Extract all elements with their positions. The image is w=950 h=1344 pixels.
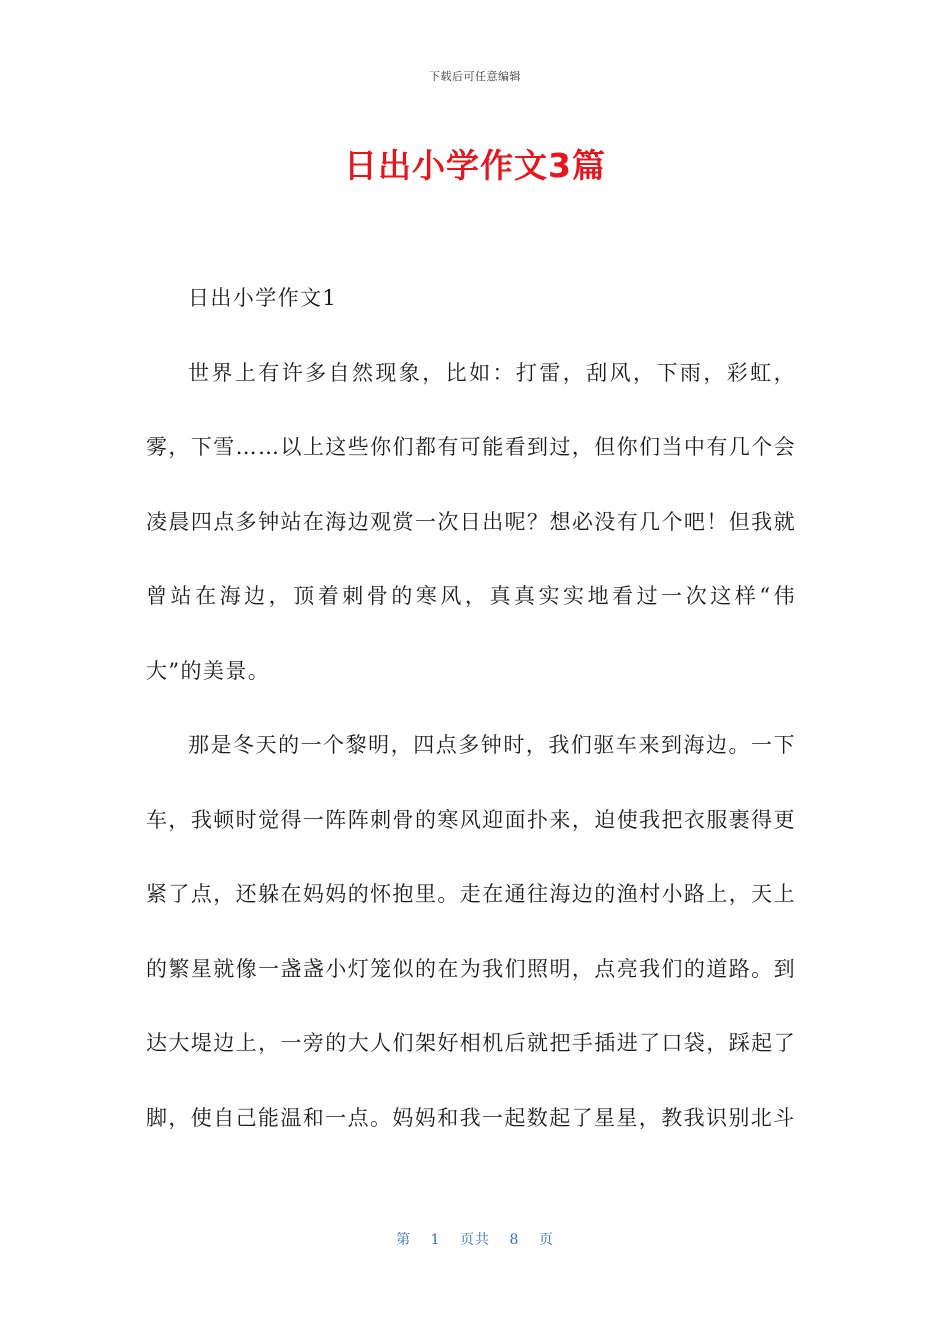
footer-suffix: 页 <box>538 1232 554 1248</box>
footer-middle: 页共 <box>460 1232 490 1248</box>
footer-prefix: 第 <box>396 1232 412 1248</box>
paragraph: 世界上有许多自然现象，比如：打雷，刮风，下雨，彩虹，雾，下雪……以上这些你们都有可能看到过，但你们当中有几个会凌晨四点多钟站在海边观赏一次日出呢？想必没有几个吧！但我就曾站在海边，顶着刺骨的寒风，真真实实地看过一次这样“伟大”的美景。 <box>146 360 796 683</box>
section-heading: 日出小学作文1 <box>188 286 338 310</box>
document-title: 日出小学作文3篇 <box>344 146 606 185</box>
document-body <box>146 261 796 1155</box>
footer-total-pages: 8 <box>509 1232 520 1248</box>
page-footer <box>0 1229 950 1249</box>
paragraph: 那是冬天的一个黎明，四点多钟时，我们驱车来到海边。一下车，我顿时觉得一阵阵刺骨的寒风迎面扑来，迫使我把衣服裹得更紧了点，还躲在妈妈的怀抱里。走在通往海边的渔村小路上，天上的繁星就像一盏盏小灯笼似的在为我们照明，点亮我们的道路。到达大堤边上，一旁的大人们架好相机后就把手插进了口袋，踩起了脚，使自己能温和一点。妈妈和我一起数起了星星，教我识别北斗 <box>146 733 796 1130</box>
footer-page-number: 1 <box>430 1232 441 1248</box>
header-note: 下载后可任意编辑 <box>429 70 521 83</box>
